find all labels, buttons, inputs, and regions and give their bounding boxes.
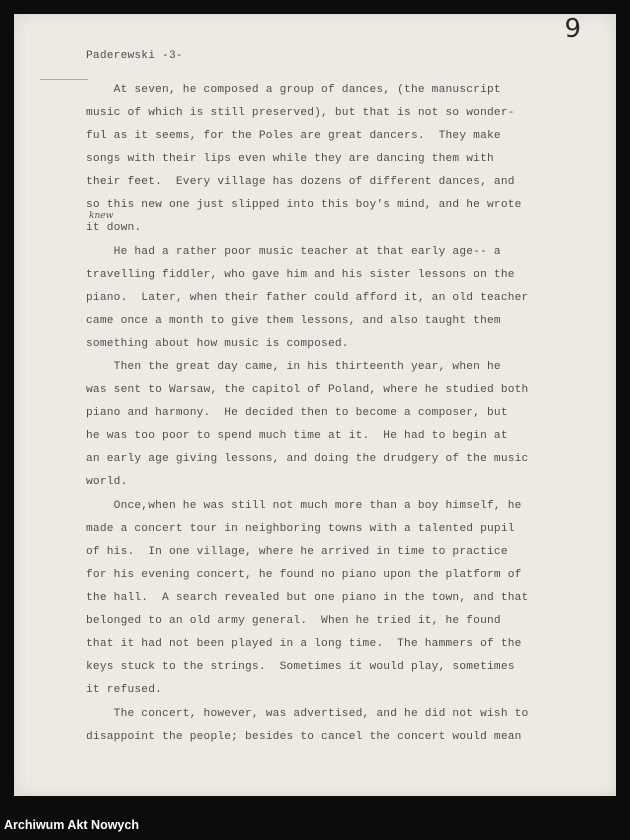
text-line: Once,when he was still not much more than a boy himself, he: [86, 500, 522, 512]
text-line: of his. In one village, where he arrived in time to practice: [86, 546, 508, 558]
archive-label: Archiwum Akt Nowych: [4, 818, 139, 832]
text-line: their feet. Every village has dozens of different dances, and: [86, 176, 515, 188]
text-line: it down.: [86, 222, 142, 234]
text-line: belonged to an old army general. When he tried it, he found: [86, 615, 501, 627]
text-line: something about how music is composed.: [86, 338, 349, 350]
text-line: for his evening concert, he found no piano upon the platform of: [86, 569, 522, 581]
text-line: He had a rather poor music teacher at that early age-- a: [86, 246, 501, 258]
text-line: piano and harmony. He decided then to become a composer, but: [86, 407, 508, 419]
text-line: he was too poor to spend much time at it. He had to begin at: [86, 430, 508, 442]
text-line: made a concert tour in neighboring towns with a talented pupil: [86, 523, 515, 535]
text-line: The concert, however, was advertised, and he did not wish to: [86, 708, 529, 720]
text-line: music of which is still preserved), but that is not so wonder-: [86, 107, 515, 119]
text-line: was sent to Warsaw, the capitol of Poland, where he studied both: [86, 384, 529, 396]
text-line: it refused.: [86, 684, 163, 696]
text-line: so this new one just slipped into this boy's mind, and he wrote: [86, 199, 522, 211]
margin-mark: [40, 79, 88, 80]
text-line: an early age giving lessons, and doing the drudgery of the music: [86, 453, 529, 465]
document-header: Paderewski -3-: [86, 50, 183, 62]
text-line: that it had not been played in a long time. The hammers of the: [86, 638, 522, 650]
text-line: travelling fiddler, who gave him and his sister lessons on the: [86, 269, 515, 281]
text-line: Then the great day came, in his thirteenth year, when he: [86, 361, 501, 373]
text-line: keys stuck to the strings. Sometimes it would play, sometimes: [86, 661, 515, 673]
text-line: world.: [86, 476, 128, 488]
text-line: piano. Later, when their father could afford it, an old teacher: [86, 292, 529, 304]
page-number: 9: [564, 14, 581, 44]
text-line: At seven, he composed a group of dances, (the manuscript: [86, 84, 501, 96]
text-line: songs with their lips even while they are dancing them with: [86, 153, 494, 165]
text-line: the hall. A search revealed but one piano in the town, and that: [86, 592, 529, 604]
text-line: came once a month to give them lessons, and also taught them: [86, 315, 501, 327]
text-line: ful as it seems, for the Poles are great dancers. They make: [86, 130, 501, 142]
text-line: disappoint the people; besides to cancel the concert would mean: [86, 731, 522, 743]
handwritten-annotation: knew: [89, 211, 114, 221]
